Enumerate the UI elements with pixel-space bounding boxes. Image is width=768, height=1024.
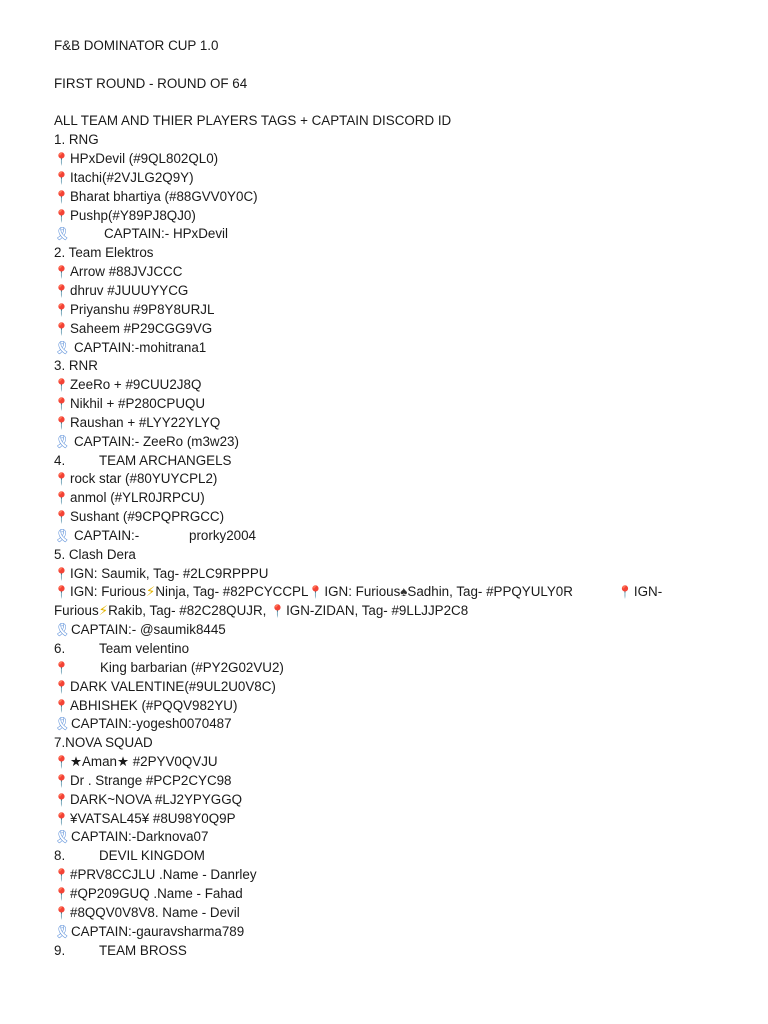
pushpin-icon: 📍 [54, 792, 69, 807]
player-line: 📍Priyanshu #9P8Y8URJL [54, 301, 734, 320]
captain-line: 🎗CAPTAIN:-Darknova07 [54, 828, 734, 847]
ribbon-icon: 🎗 [54, 829, 71, 845]
pushpin-icon: 📍 [54, 283, 69, 298]
team-heading: 7.NOVA SQUAD [54, 735, 153, 751]
ribbon-icon: 🎗 [54, 527, 71, 543]
pushpin-icon: 📍 [54, 755, 69, 770]
lightning-icon: ⚡ [145, 584, 156, 600]
pushpin-icon: 📍 [54, 265, 69, 280]
pushpin-icon: 📍 [54, 905, 69, 920]
player-line: 📍Saheem #P29CGG9VG [54, 320, 734, 339]
player-line: 📍HPxDevil (#9QL802QL0) [54, 150, 734, 169]
pushpin-icon: 📍 [270, 604, 286, 619]
ribbon-icon: 🎗 [54, 716, 71, 732]
player-line: 📍dhruv #JUUUYYCG [54, 282, 734, 301]
captain-line: 🎗 CAPTAIN:- ZeeRo (m3w23) [54, 433, 734, 452]
team-heading: 4. TEAM ARCHANGELS [54, 452, 232, 468]
player-line: 📍Arrow #88JVJCCC [54, 263, 734, 282]
player-line: 📍#QP209GUQ .Name - Fahad [54, 885, 734, 904]
player-line: 📍Nikhil + #P280CPUQU [54, 395, 734, 414]
pushpin-icon: 📍 [54, 208, 69, 223]
ribbon-icon: 🎗 [54, 622, 71, 638]
player-line: 📍Dr . Strange #PCP2CYC98 [54, 772, 734, 791]
pushpin-icon: 📍 [54, 773, 69, 788]
player-line: 📍ABHISHEK (#PQQV982YU) [54, 697, 734, 716]
pushpin-icon: 📍 [54, 152, 69, 167]
team-heading: 2. Team Elektros [54, 245, 154, 261]
captain-line: 🎗 CAPTAIN:- HPxDevil [54, 225, 734, 244]
player-line: 📍 King barbarian (#PY2G02VU2) [54, 659, 734, 678]
player-line: 📍IGN: Furious⚡Ninja, Tag- #82PCYCCPL📍IGN: Furious♠Sadhin, Tag- #PPQYULY0R 📍IGN- [54, 583, 734, 602]
pushpin-icon: 📍 [54, 886, 69, 901]
pushpin-icon: 📍 [54, 585, 69, 600]
pushpin-icon: 📍 [54, 321, 69, 336]
ribbon-icon: 🎗 [54, 339, 71, 355]
pushpin-icon: 📍 [54, 660, 69, 675]
player-line: 📍DARK VALENTINE(#9UL2U0V8C) [54, 678, 734, 697]
pushpin-icon: 📍 [54, 811, 69, 826]
player-line: 📍IGN: Saumik, Tag- #2LC9RPPPU [54, 565, 734, 584]
pushpin-icon: 📍 [308, 585, 324, 600]
pushpin-icon: 📍 [54, 378, 69, 393]
pushpin-icon: 📍 [54, 189, 69, 204]
team-heading: 3. RNR [54, 358, 98, 374]
player-line: 📍anmol (#YLR0JRPCU) [54, 489, 734, 508]
pushpin-icon: 📍 [54, 510, 69, 525]
team-heading: 8. DEVIL KINGDOM [54, 848, 205, 864]
pushpin-icon: 📍 [54, 397, 69, 412]
ribbon-icon: 🎗 [54, 226, 71, 242]
player-line: Furious⚡Rakib, Tag- #82C28QUJR, 📍IGN-ZIDAN, Tag- #9LLJJP2C8 [54, 602, 734, 621]
pushpin-icon: 📍 [54, 566, 69, 581]
player-line: 📍rock star (#80YUYCPL2) [54, 470, 734, 489]
team-heading: 1. RNG [54, 132, 99, 148]
team-heading: 6. Team velentino [54, 641, 190, 656]
player-line: 📍Raushan + #LYY22YLYQ [54, 414, 734, 433]
pushpin-icon: 📍 [54, 698, 69, 713]
pushpin-icon: 📍 [54, 170, 69, 185]
ribbon-icon: 🎗 [54, 923, 71, 939]
captain-line: 🎗CAPTAIN:-yogesh0070487 [54, 715, 734, 734]
captain-line: 🎗CAPTAIN:-gauravsharma789 [54, 923, 734, 942]
pushpin-icon: 📍 [54, 491, 69, 506]
pushpin-icon: 📍 [54, 679, 69, 694]
player-line: 📍#PRV8CCJLU .Name - Danrley [54, 866, 734, 885]
pushpin-icon: 📍 [54, 472, 69, 487]
player-line: 📍#8QQV0V8V8. Name - Devil [54, 904, 734, 923]
player-line: 📍Itachi(#2VJLG2Q9Y) [54, 169, 734, 188]
team-heading: 9. TEAM BROSS [54, 942, 187, 958]
player-line: 📍¥VATSAL45¥ #8U98Y0Q9P [54, 810, 734, 829]
pushpin-icon: 📍 [54, 302, 69, 317]
player-line: 📍Sushant (#9CPQPRGCC) [54, 508, 734, 527]
pushpin-icon: 📍 [54, 868, 69, 883]
page-title: F&B DOMINATOR CUP 1.0 [54, 38, 219, 53]
captain-line: 🎗 CAPTAIN:- prorky2004 [54, 527, 734, 546]
player-line: 📍Bharat bhartiya (#88GVV0Y0C) [54, 188, 734, 207]
player-line: 📍Pushp(#Y89PJ8QJ0) [54, 207, 734, 226]
ribbon-icon: 🎗 [54, 433, 71, 449]
player-line: 📍DARK~NOVA #LJ2YPYGGQ [54, 791, 734, 810]
captain-line: 🎗 CAPTAIN:-mohitrana1 [54, 339, 734, 358]
player-line: 📍★Aman★ #2PYV0QVJU [54, 753, 734, 772]
pushpin-icon: 📍 [617, 585, 633, 600]
captain-line: 🎗CAPTAIN:- @saumik8445 [54, 621, 734, 640]
spade-icon: ♠ [400, 584, 408, 600]
round-title: FIRST ROUND - ROUND OF 64 [54, 75, 248, 91]
section-heading: ALL TEAM AND THIER PLAYERS TAGS + CAPTAIN DISCORD ID [54, 113, 452, 129]
player-line: 📍ZeeRo + #9CUU2J8Q [54, 376, 734, 395]
pushpin-icon: 📍 [54, 415, 69, 430]
document-body [54, 37, 734, 960]
lightning-icon: ⚡ [98, 603, 109, 619]
team-heading: 5. Clash Dera [54, 546, 136, 562]
